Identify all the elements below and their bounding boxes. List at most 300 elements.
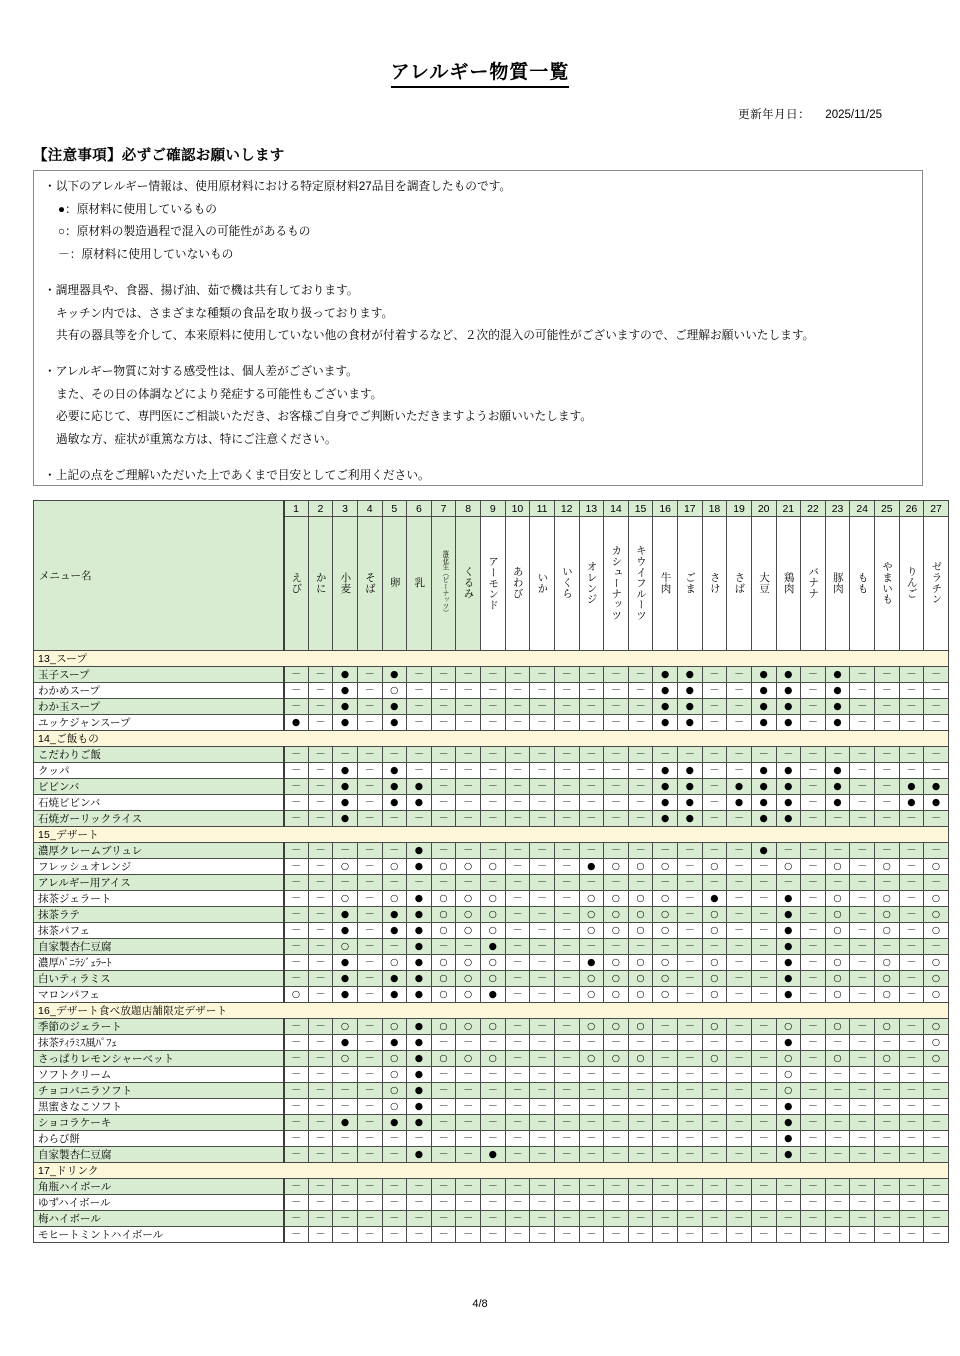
mark-none-icon: －	[660, 749, 671, 760]
mark-none-icon: －	[438, 1213, 449, 1224]
allergen-cell-5	[382, 971, 407, 987]
mark-none-icon: －	[931, 1085, 942, 1096]
allergen-cell-11	[530, 891, 555, 907]
allergen-cell-12	[554, 747, 579, 763]
allergen-cell-6	[407, 1131, 432, 1147]
allergen-cell-19	[727, 1067, 752, 1083]
mark-none-icon: －	[291, 765, 302, 776]
mark-none-icon: －	[512, 781, 523, 792]
mark-possible-icon: ○	[931, 957, 941, 969]
mark-none-icon: －	[315, 813, 326, 824]
allergen-cell-21	[776, 1179, 801, 1195]
table-row	[34, 843, 949, 859]
mark-used-icon: ●	[759, 845, 768, 857]
allergen-cell-17	[678, 971, 703, 987]
mark-possible-icon: ○	[710, 957, 719, 969]
allergen-cell-26	[899, 699, 924, 715]
mark-none-icon: －	[684, 1117, 695, 1128]
mark-none-icon: －	[364, 909, 375, 920]
allergen-cell-14	[604, 1099, 629, 1115]
mark-none-icon: －	[537, 765, 548, 776]
mark-possible-icon: ○	[833, 1021, 842, 1033]
allergen-cell-10	[505, 811, 530, 827]
allergen-cell-15	[628, 779, 653, 795]
mark-none-icon: －	[734, 1101, 745, 1112]
allergen-cell-24	[850, 907, 875, 923]
menu-item-name: 季節のジェラート	[34, 1019, 284, 1035]
allergen-cell-13	[579, 923, 604, 939]
menu-item-name: ソフトクリーム	[34, 1067, 284, 1083]
allergen-cell-1	[284, 923, 309, 939]
allergen-cell-13	[579, 1147, 604, 1163]
allergen-cell-25	[875, 1019, 900, 1035]
allergen-cell-9	[481, 891, 506, 907]
allergen-number-1: 1	[284, 501, 309, 517]
allergen-cell-21	[776, 763, 801, 779]
allergen-cell-21	[776, 843, 801, 859]
mark-none-icon: －	[857, 1037, 868, 1048]
mark-none-icon: －	[291, 1229, 302, 1240]
allergen-cell-15	[628, 1035, 653, 1051]
mark-none-icon: －	[734, 749, 745, 760]
mark-none-icon: －	[438, 749, 449, 760]
mark-none-icon: －	[537, 845, 548, 856]
allergen-cell-18	[702, 843, 727, 859]
mark-none-icon: －	[758, 1213, 769, 1224]
mark-none-icon: －	[635, 1197, 646, 1208]
mark-none-icon: －	[906, 813, 917, 824]
mark-possible-icon: ○	[291, 989, 301, 1001]
mark-possible-icon: ○	[439, 909, 448, 921]
allergen-cell-26	[899, 747, 924, 763]
allergen-cell-16	[653, 907, 678, 923]
mark-used-icon: ●	[784, 813, 793, 825]
mark-possible-icon: ○	[661, 861, 670, 873]
table-row	[34, 1067, 949, 1083]
allergen-cell-5	[382, 859, 407, 875]
allergen-cell-24	[850, 923, 875, 939]
allergen-cell-18	[702, 811, 727, 827]
menu-item-name: クッパ	[34, 763, 284, 779]
mark-none-icon: －	[438, 765, 449, 776]
mark-used-icon: ●	[833, 797, 842, 809]
allergen-cell-5	[382, 1083, 407, 1099]
mark-possible-icon: ○	[833, 973, 842, 985]
allergen-cell-14	[604, 795, 629, 811]
mark-none-icon: －	[857, 717, 868, 728]
mark-none-icon: －	[660, 1053, 671, 1064]
allergen-cell-4	[357, 1083, 382, 1099]
mark-none-icon: －	[291, 1037, 302, 1048]
mark-none-icon: －	[413, 685, 424, 696]
mark-none-icon: －	[635, 1117, 646, 1128]
allergen-cell-7	[431, 1019, 456, 1035]
allergen-cell-17	[678, 1211, 703, 1227]
menu-item-name: わか玉スープ	[34, 699, 284, 715]
allergen-cell-27	[924, 859, 949, 875]
allergen-cell-8	[456, 1067, 481, 1083]
mark-none-icon: －	[561, 893, 572, 904]
allergen-name-text: いくら	[561, 566, 574, 599]
allergen-cell-19	[727, 1179, 752, 1195]
allergen-cell-18	[702, 1115, 727, 1131]
allergen-cell-23	[825, 1067, 850, 1083]
mark-used-icon: ●	[488, 989, 497, 1001]
mark-none-icon: －	[635, 1229, 646, 1240]
allergen-cell-27	[924, 811, 949, 827]
mark-none-icon: －	[610, 701, 621, 712]
allergen-cell-13	[579, 843, 604, 859]
mark-none-icon: －	[906, 685, 917, 696]
allergen-cell-20	[751, 1035, 776, 1051]
allergen-cell-1	[284, 1051, 309, 1067]
allergen-cell-10	[505, 747, 530, 763]
allergen-cell-9	[481, 1147, 506, 1163]
mark-none-icon: －	[438, 1181, 449, 1192]
allergen-cell-25	[875, 1067, 900, 1083]
allergen-cell-10	[505, 683, 530, 699]
mark-none-icon: －	[881, 749, 892, 760]
allergen-cell-21	[776, 1211, 801, 1227]
notice-line: キッチン内では、さまざまな種類の食品を取り扱っております。	[56, 306, 394, 320]
allergen-cell-16	[653, 923, 678, 939]
allergen-cell-27	[924, 683, 949, 699]
mark-none-icon: －	[758, 1037, 769, 1048]
mark-used-icon: ●	[661, 669, 670, 681]
mark-possible-icon: ○	[390, 861, 399, 873]
allergen-cell-15	[628, 1147, 653, 1163]
allergen-cell-16	[653, 715, 678, 731]
allergen-cell-8	[456, 923, 481, 939]
allergen-cell-14	[604, 923, 629, 939]
table-row	[34, 1051, 949, 1067]
allergen-cell-23	[825, 1019, 850, 1035]
mark-none-icon: －	[315, 925, 326, 936]
allergen-cell-15	[628, 1067, 653, 1083]
mark-none-icon: －	[807, 845, 818, 856]
mark-none-icon: －	[881, 797, 892, 808]
allergen-cell-17	[678, 1099, 703, 1115]
mark-possible-icon: ○	[882, 957, 891, 969]
allergen-cell-17	[678, 939, 703, 955]
mark-none-icon: －	[463, 1213, 474, 1224]
allergen-cell-11	[530, 747, 555, 763]
mark-none-icon: －	[832, 1101, 843, 1112]
allergen-cell-18	[702, 1067, 727, 1083]
mark-none-icon: －	[438, 717, 449, 728]
allergen-cell-7	[431, 971, 456, 987]
allergen-cell-24	[850, 1227, 875, 1243]
allergen-cell-8	[456, 843, 481, 859]
mark-none-icon: －	[537, 1213, 548, 1224]
notice-line: 必要に応じて、専門医にご相談いただき、お客様ご自身でご判断いただきますようお願いいたします。	[56, 410, 592, 424]
allergen-cell-25	[875, 811, 900, 827]
allergen-name-21	[776, 517, 801, 651]
allergen-cell-23	[825, 779, 850, 795]
allergen-cell-24	[850, 1195, 875, 1211]
section-label: 14_ご飯もの	[34, 731, 949, 747]
allergen-cell-25	[875, 907, 900, 923]
allergen-cell-25	[875, 971, 900, 987]
allergen-cell-22	[801, 1147, 826, 1163]
mark-used-icon: ●	[784, 669, 793, 681]
mark-used-icon: ●	[784, 957, 793, 969]
allergen-cell-10	[505, 1195, 530, 1211]
mark-none-icon: －	[537, 1181, 548, 1192]
allergen-cell-25	[875, 891, 900, 907]
mark-none-icon: －	[709, 877, 720, 888]
mark-none-icon: －	[881, 1197, 892, 1208]
mark-none-icon: －	[389, 1149, 400, 1160]
mark-used-icon: ●	[340, 1117, 350, 1129]
mark-possible-icon: ○	[882, 1053, 891, 1065]
mark-none-icon: －	[537, 957, 548, 968]
allergen-cell-15	[628, 923, 653, 939]
mark-possible-icon: ○	[882, 1021, 891, 1033]
allergen-cell-7	[431, 1227, 456, 1243]
allergen-cell-18	[702, 763, 727, 779]
mark-used-icon: ●	[759, 685, 768, 697]
allergen-cell-19	[727, 1019, 752, 1035]
allergen-cell-22	[801, 891, 826, 907]
allergen-cell-11	[530, 1211, 555, 1227]
mark-none-icon: －	[315, 1037, 326, 1048]
allergen-cell-9	[481, 1083, 506, 1099]
mark-none-icon: －	[512, 813, 523, 824]
allergen-cell-13	[579, 1099, 604, 1115]
mark-none-icon: －	[389, 813, 400, 824]
mark-none-icon: －	[684, 957, 695, 968]
allergen-cell-15	[628, 811, 653, 827]
allergen-cell-3	[333, 715, 358, 731]
allergen-cell-3	[333, 747, 358, 763]
mark-none-icon: －	[340, 1085, 351, 1096]
allergen-cell-25	[875, 699, 900, 715]
mark-none-icon: －	[364, 893, 375, 904]
allergen-cell-15	[628, 907, 653, 923]
mark-none-icon: －	[315, 877, 326, 888]
mark-none-icon: －	[537, 669, 548, 680]
allergen-cell-16	[653, 795, 678, 811]
allergen-cell-22	[801, 1179, 826, 1195]
mark-none-icon: －	[881, 1069, 892, 1080]
allergen-cell-13	[579, 699, 604, 715]
allergen-cell-17	[678, 843, 703, 859]
mark-none-icon: －	[931, 877, 942, 888]
mark-used-icon: ●	[931, 781, 941, 793]
mark-none-icon: －	[684, 1053, 695, 1064]
mark-none-icon: －	[340, 1101, 351, 1112]
mark-none-icon: －	[709, 1213, 720, 1224]
mark-none-icon: －	[512, 669, 523, 680]
mark-none-icon: －	[906, 1085, 917, 1096]
allergen-cell-8	[456, 747, 481, 763]
allergen-cell-12	[554, 1051, 579, 1067]
allergen-cell-21	[776, 811, 801, 827]
mark-used-icon: ●	[340, 669, 350, 681]
mark-used-icon: ●	[390, 717, 399, 729]
mark-used-icon: ●	[340, 925, 350, 937]
mark-none-icon: －	[857, 1133, 868, 1144]
allergen-cell-14	[604, 1035, 629, 1051]
mark-used-icon: ●	[685, 717, 694, 729]
mark-used-icon: ●	[340, 909, 350, 921]
allergen-cell-13	[579, 907, 604, 923]
allergen-cell-26	[899, 875, 924, 891]
mark-none-icon: －	[561, 1037, 572, 1048]
mark-none-icon: －	[709, 941, 720, 952]
allergen-cell-1	[284, 1227, 309, 1243]
allergen-cell-4	[357, 987, 382, 1003]
mark-none-icon: －	[758, 957, 769, 968]
allergen-cell-2	[308, 763, 333, 779]
mark-none-icon: －	[832, 1213, 843, 1224]
allergen-cell-27	[924, 1227, 949, 1243]
mark-none-icon: －	[512, 877, 523, 888]
allergen-cell-15	[628, 1051, 653, 1067]
allergen-cell-27	[924, 1195, 949, 1211]
table-row	[34, 891, 949, 907]
allergen-cell-14	[604, 971, 629, 987]
mark-none-icon: －	[463, 1037, 474, 1048]
mark-none-icon: －	[807, 701, 818, 712]
mark-possible-icon: ○	[439, 1021, 448, 1033]
mark-none-icon: －	[783, 845, 794, 856]
allergen-cell-14	[604, 1147, 629, 1163]
allergen-name-11	[530, 517, 555, 651]
allergen-cell-9	[481, 923, 506, 939]
allergen-cell-7	[431, 715, 456, 731]
allergen-cell-21	[776, 683, 801, 699]
allergen-cell-8	[456, 907, 481, 923]
allergen-cell-16	[653, 1147, 678, 1163]
mark-none-icon: －	[734, 1117, 745, 1128]
allergen-cell-1	[284, 795, 309, 811]
mark-none-icon: －	[291, 1181, 302, 1192]
allergen-cell-4	[357, 843, 382, 859]
allergen-cell-22	[801, 971, 826, 987]
allergen-cell-2	[308, 1083, 333, 1099]
mark-none-icon: －	[931, 749, 942, 760]
mark-possible-icon: ○	[636, 973, 645, 985]
allergen-name-4	[357, 517, 382, 651]
mark-used-icon: ●	[833, 685, 842, 697]
allergen-cell-8	[456, 987, 481, 1003]
mark-none-icon: －	[463, 1181, 474, 1192]
mark-none-icon: －	[857, 989, 868, 1000]
mark-none-icon: －	[364, 1085, 375, 1096]
mark-none-icon: －	[438, 1133, 449, 1144]
allergen-cell-11	[530, 1195, 555, 1211]
mark-none-icon: －	[783, 1213, 794, 1224]
allergen-cell-24	[850, 763, 875, 779]
allergen-cell-13	[579, 939, 604, 955]
mark-used-icon: ●	[784, 893, 793, 905]
mark-none-icon: －	[561, 813, 572, 824]
allergen-cell-16	[653, 763, 678, 779]
allergen-cell-20	[751, 1083, 776, 1099]
allergen-cell-1	[284, 811, 309, 827]
allergen-name-text: 落花生（ピーナッツ）	[440, 549, 448, 616]
mark-none-icon: －	[857, 925, 868, 936]
allergen-cell-13	[579, 1211, 604, 1227]
mark-none-icon: －	[364, 685, 375, 696]
mark-none-icon: －	[364, 701, 375, 712]
mark-possible-icon: ○	[587, 909, 596, 921]
allergen-cell-9	[481, 1067, 506, 1083]
mark-none-icon: －	[734, 1181, 745, 1192]
allergen-cell-10	[505, 1099, 530, 1115]
table-section-row	[34, 731, 949, 747]
allergen-cell-3	[333, 1083, 358, 1099]
mark-none-icon: －	[463, 1229, 474, 1240]
allergen-cell-4	[357, 667, 382, 683]
allergen-cell-11	[530, 875, 555, 891]
mark-none-icon: －	[315, 701, 326, 712]
allergen-cell-25	[875, 1195, 900, 1211]
menu-item-name: わらび餅	[34, 1131, 284, 1147]
allergen-cell-10	[505, 1019, 530, 1035]
mark-none-icon: －	[758, 1149, 769, 1160]
mark-none-icon: －	[635, 701, 646, 712]
mark-none-icon: －	[291, 1069, 302, 1080]
mark-used-icon: ●	[390, 701, 399, 713]
allergen-name-3	[333, 517, 358, 651]
mark-none-icon: －	[291, 893, 302, 904]
allergen-cell-20	[751, 683, 776, 699]
mark-none-icon: －	[857, 701, 868, 712]
allergen-cell-9	[481, 1131, 506, 1147]
mark-none-icon: －	[315, 1229, 326, 1240]
allergen-cell-19	[727, 779, 752, 795]
mark-none-icon: －	[487, 701, 498, 712]
mark-none-icon: －	[438, 1085, 449, 1096]
mark-used-icon: ●	[414, 989, 424, 1001]
mark-used-icon: ●	[414, 973, 424, 985]
allergen-cell-8	[456, 875, 481, 891]
mark-possible-icon: ○	[710, 973, 719, 985]
table-body	[34, 651, 949, 1243]
mark-none-icon: －	[906, 1037, 917, 1048]
mark-none-icon: －	[881, 941, 892, 952]
menu-item-name: 梅ハイボール	[34, 1211, 284, 1227]
allergen-cell-2	[308, 971, 333, 987]
mark-none-icon: －	[487, 1069, 498, 1080]
mark-none-icon: －	[807, 1085, 818, 1096]
menu-item-name: 抹茶ﾃｨﾗﾐｽ風ﾊﾟﾌｪ	[34, 1035, 284, 1051]
mark-used-icon: ●	[414, 1037, 424, 1049]
allergen-cell-2	[308, 1019, 333, 1035]
mark-none-icon: －	[561, 989, 572, 1000]
mark-none-icon: －	[561, 1085, 572, 1096]
mark-none-icon: －	[783, 877, 794, 888]
mark-used-icon: ●	[685, 765, 694, 777]
mark-none-icon: －	[438, 797, 449, 808]
allergen-cell-10	[505, 795, 530, 811]
allergen-cell-20	[751, 891, 776, 907]
allergen-cell-7	[431, 1083, 456, 1099]
allergen-cell-23	[825, 699, 850, 715]
mark-none-icon: －	[364, 1037, 375, 1048]
allergen-cell-2	[308, 811, 333, 827]
allergen-cell-26	[899, 971, 924, 987]
allergen-cell-4	[357, 1179, 382, 1195]
mark-none-icon: －	[758, 749, 769, 760]
allergen-cell-15	[628, 891, 653, 907]
mark-possible-icon: ○	[833, 925, 842, 937]
allergen-name-text: そば	[364, 571, 377, 594]
allergen-cell-8	[456, 971, 481, 987]
